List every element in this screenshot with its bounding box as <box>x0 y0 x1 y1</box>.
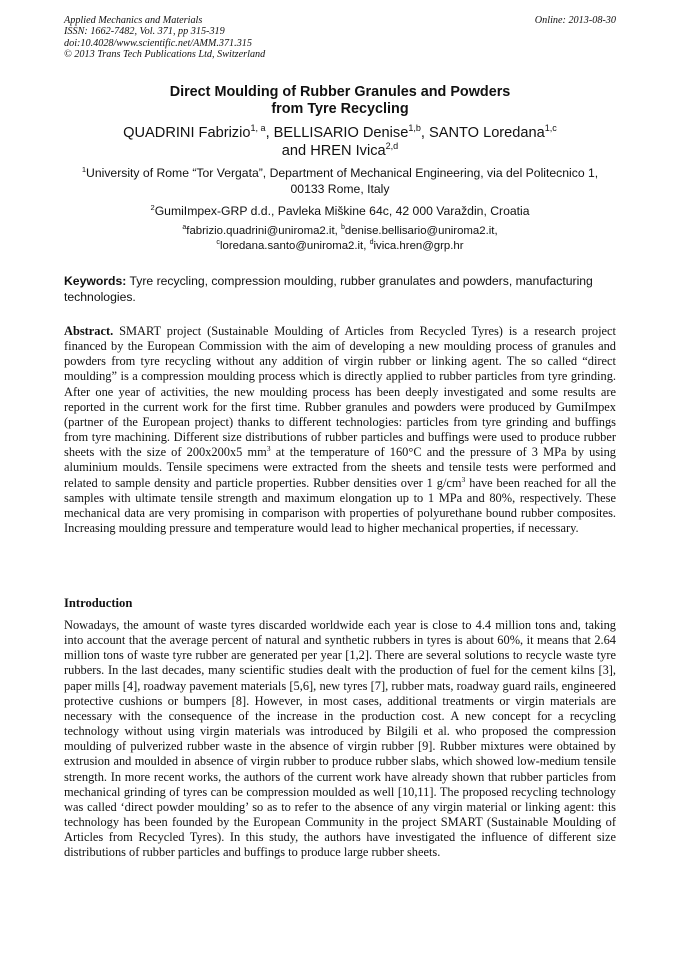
journal-header <box>64 15 616 61</box>
paper-title <box>64 84 616 118</box>
author-4-affil: 2,d <box>385 141 399 152</box>
introduction-heading: Introduction <box>64 596 133 610</box>
author-1: QUADRINI Fabrizio <box>123 125 251 141</box>
abstract-text-3: have been reached for all the samples with ultimate tensile strength and maximum elongation up to 1 MPa and 80%, respectively. These mechanical data are very promising in comparison with properties of polyurethane bound rubber composites. Increasing moulding pressure and temperature would lead to higher mechanical properties, if necessary. <box>64 475 616 536</box>
title-line-1: Direct Moulding of Rubber Granules and Powders <box>169 84 511 100</box>
keywords-block <box>64 273 616 305</box>
affiliation-1-marker: 1 <box>81 164 87 174</box>
abstract-text-2: at the temperature of 160°C and the pressure of 3 MPa by using aluminium moulds. Tensile specimens were extracted from the sheets and tensile tests were performed and related to sample density and particle properties. Rubber densities over 1 g/cm <box>64 445 617 490</box>
affiliation-2-text: GumiImpex-GRP d.d., Pavleka Miškine 64c, 42 000 Varaždin, Croatia <box>154 204 530 218</box>
affiliation-1-text: University of Rome “Tor Vergata”, Department of Mechanical Engineering, via del Politecnico 1, 00133 Rome, Italy <box>86 166 599 196</box>
author-conjunction: and <box>281 143 311 159</box>
abstract-block <box>64 324 616 536</box>
author-2-affil: 1,b <box>408 123 421 134</box>
author-3-affil: 1,c <box>544 123 557 134</box>
abstract-sup-1: 3 <box>266 444 271 454</box>
email-c: loredana.santo@uniroma2.it, <box>219 240 370 252</box>
author-1-affil: 1, a <box>250 123 266 134</box>
author-emails <box>64 224 616 254</box>
keywords-label: Keywords: <box>64 274 127 288</box>
email-c-marker: c <box>216 239 220 247</box>
email-b-marker: b <box>340 224 345 232</box>
issn-line: ISSN: 1662-7482, Vol. 371, pp 315-319 <box>64 26 225 38</box>
email-a-marker: a <box>182 224 187 232</box>
doi-line: doi:10.4028/www.scientific.net/AMM.371.315 <box>64 37 252 49</box>
email-d: ivica.hren@grp.hr <box>373 240 464 252</box>
author-2: BELLISARIO Denise <box>273 125 409 141</box>
author-3: SANTO Loredana <box>429 125 545 141</box>
affiliation-2 <box>64 203 616 219</box>
email-b: denise.bellisario@uniroma2.it, <box>344 225 498 237</box>
abstract-label: Abstract. <box>64 324 114 338</box>
abstract-sup-2: 3 <box>461 474 466 484</box>
journal-name: Applied Mechanics and Materials <box>64 15 203 26</box>
copyright-line: © 2013 Trans Tech Publications Ltd, Switzerland <box>64 49 266 61</box>
email-a: fabrizio.quadrini@uniroma2.it, <box>186 225 341 237</box>
keywords-text: Tyre recycling, compression moulding, rubber granulates and powders, manufacturing technologies. <box>64 274 593 304</box>
affiliation-2-marker: 2 <box>150 202 155 212</box>
introduction-text: Nowadays, the amount of waste tyres discarded worldwide each year is close to 4.4 million tons and, taking into account that the average percent of natural and synthetic rubbers in tyres is about 60%, it means that 2.64 million tons of waste tyre rubber are generated per year [1,2]. There are several solutions to recycle waste tyre rubbers. In the last decades, many scientific studies dealt with the production of fuel for the cement kilns [3], paper mills [4], roadway pavement materials [5,6], new tyres [7], rubber mats, roadway guard rails, engineered protective cushions or bumpers [8]. However, in most cases, additional treatments or virgin materials are necessary with the consequence of the increase in the production cost. A new concept for a recycling technology without using virgin materials was introduced by Bilgili et al. who proposed the compression moulding of pulverized rubber waste in the absence of virgin rubber [9]. Rubber mixtures were obtained by extrusion and moulded in absence of virgin rubber to produce rubber slabs, which showed low-medium tensile strength. In more recent works, the authors of the current work have already shown that rubber particles from mechanical grinding of tyres can be compression moulded as well [10,11]. The proposed recycling technology was called ‘direct powder moulding’ so as to refer to the absence of any virgin material or linking agent: this technology has been founded by the European Community in the project SMART (Sustainable Moulding of Articles from Recycled Tyres). In this study, the authors have investigated the influence of different size distributions of rubber particles and buffings to produce large rubber sheets. <box>64 618 616 860</box>
online-date: Online: 2013-08-30 <box>534 15 616 26</box>
author-list: QUADRINI Fabrizio$^{1, a}$, BELLISARIO Denise$^{1,b}$, SANTO Loredana$^{1,c}$ and HREN Ivica$^{2,d}$ <box>123 123 557 159</box>
author-4: HREN Ivica <box>310 143 386 159</box>
title-line-2: from Tyre Recycling <box>271 101 409 117</box>
email-d-marker: d <box>369 239 374 247</box>
abstract-text-1: SMART project (Sustainable Moulding of Articles from Recycled Tyres) is a research project financed by the European Commission with the aim of developing a new moulding process of granules and powders from tyre recycling without any addition of virgin rubber or linking agent. The so called “direct moulding” is a compression moulding process which is directly applied to rubber particles from tyre grinding. After one year of activities, the new moulding process has been deeply investigated and some results are reported in the current work for the first time. Rubber granules and powders were produced by GumiImpex (partner of the European project) thanks to different technologies: particles from tyre grinding and buffings from tyre machining. Different size distributions of rubber particles and buffings were used to produce rubber sheets with the size of 200x200x5 mm <box>64 324 616 460</box>
affiliation-1 <box>64 165 616 197</box>
